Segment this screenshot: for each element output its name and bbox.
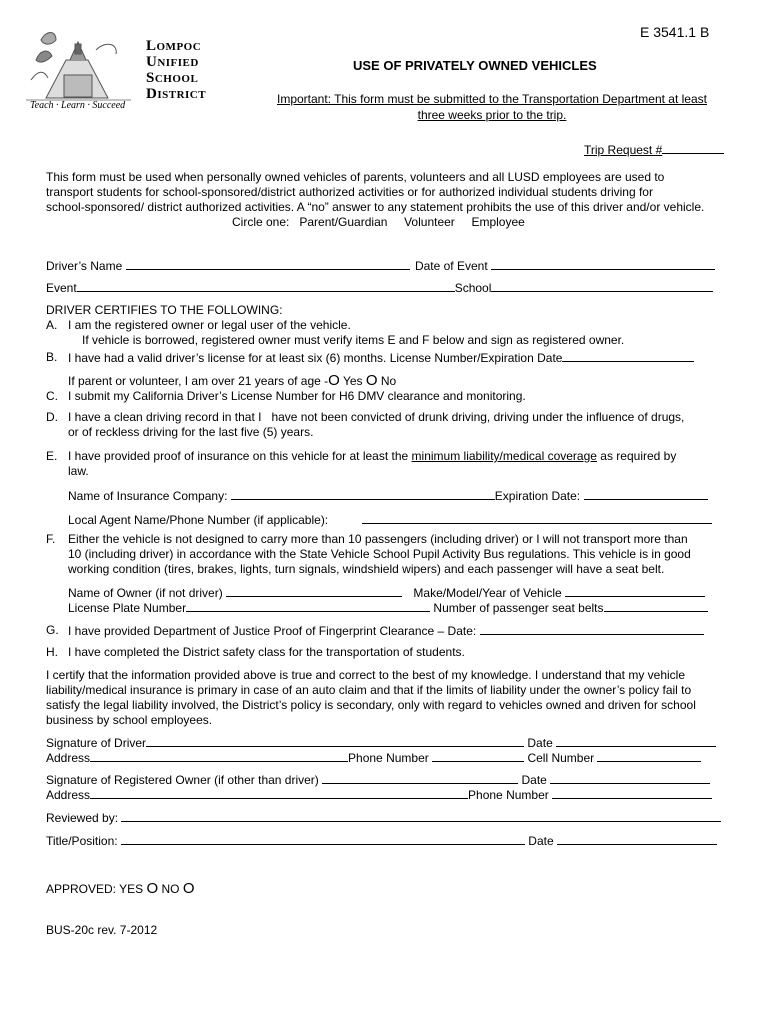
item-c-text: I submit my California Driver’s License Number for H6 DMV clearance and monitoring. xyxy=(68,389,526,403)
org-line3: School xyxy=(146,70,199,86)
important-notice-2: three weeks prior to the trip. xyxy=(417,108,567,122)
driver-address-label: Address xyxy=(46,751,91,765)
approved-no-label: NO xyxy=(161,882,180,896)
seat-belts-input[interactable] xyxy=(604,600,708,612)
reviewed-row xyxy=(46,810,721,825)
sig-owner-label: Signature of Registered Owner (if other than driver) xyxy=(46,773,319,787)
no-circle-icon[interactable]: O xyxy=(365,372,378,389)
org-name xyxy=(146,38,206,102)
item-e-text-pre: I have provided proof of insurance on this vehicle for at least the xyxy=(68,449,409,463)
owner-phone-input[interactable] xyxy=(552,787,712,799)
reviewed-label: Reviewed by: xyxy=(46,811,119,825)
title-date-label: Date xyxy=(528,834,554,848)
owner-phone-label: Phone Number xyxy=(468,788,549,802)
item-e-text-post: as required by xyxy=(600,449,677,463)
event-label: Event xyxy=(46,281,77,295)
org-line2: Unified xyxy=(146,54,199,70)
item-d-letter: D. xyxy=(46,410,58,424)
local-agent-row xyxy=(68,512,712,527)
driver-cell-input[interactable] xyxy=(597,750,701,762)
owner-row xyxy=(68,585,705,600)
sig-driver-input[interactable] xyxy=(146,735,524,747)
org-line1: Lompoc xyxy=(146,38,202,54)
make-model-label: Make/Model/Year of Vehicle xyxy=(413,586,562,600)
event-row xyxy=(46,280,713,295)
sig-driver-date-label: Date xyxy=(527,736,553,750)
item-e-text-2: law. xyxy=(68,464,89,478)
item-b-letter: B. xyxy=(46,350,58,364)
event-input[interactable] xyxy=(77,280,455,292)
logo-tagline: Teach · Learn · Succeed xyxy=(30,100,126,111)
owner-label: Name of Owner (if not driver) xyxy=(68,586,223,600)
item-e-text-underlined: minimum liability/medical coverage xyxy=(411,449,597,463)
yes-label: Yes xyxy=(342,374,363,388)
owner-address-label: Address xyxy=(46,788,91,802)
sig-owner-date-label: Date xyxy=(521,773,547,787)
insurance-company-input[interactable] xyxy=(231,488,495,500)
item-g-letter: G. xyxy=(46,623,59,637)
owner-signature-row xyxy=(46,772,710,787)
trip-request-label: Trip Request # xyxy=(584,143,663,157)
item-b-text: I have had a valid driver’s license for at least six (6) months. License Number/Expiration Date xyxy=(68,351,563,365)
school-input[interactable] xyxy=(491,280,713,292)
item-a-sub: If vehicle is borrowed, registered owner must verify items E and F below and sign as registered owner. xyxy=(82,333,625,347)
date-of-event-input[interactable] xyxy=(491,258,715,270)
owner-address-input[interactable] xyxy=(90,787,468,799)
certify-line-1: I certify that the information provided above is true and correct to the best of my knowledge. I understand that my vehicle xyxy=(46,668,686,682)
item-f-text-3: working condition (tires, brakes, lights, turn signals, windshield wipers) and each passenger will have a seat belt. xyxy=(68,562,665,576)
item-e-text-row xyxy=(68,449,676,463)
intro-line-2: transport students for school-sponsored/district authorized activities or for authorized individual students driving for xyxy=(46,185,653,199)
local-agent-input[interactable] xyxy=(362,512,712,524)
drivers-name-row xyxy=(46,258,715,273)
expiration-date-label: Expiration Date: xyxy=(494,489,581,503)
driver-cell-label: Cell Number xyxy=(527,751,595,765)
plate-input[interactable] xyxy=(186,600,430,612)
driver-address-input[interactable] xyxy=(90,750,348,762)
no-label: No xyxy=(380,374,397,388)
footer-code: BUS-20c rev. 7-2012 xyxy=(46,923,158,937)
item-b-row xyxy=(68,350,694,365)
form-code: E 3541.1 B xyxy=(640,24,710,40)
item-f-letter: F. xyxy=(46,532,56,546)
title-date-input[interactable] xyxy=(557,833,717,845)
fingerprint-date-input[interactable] xyxy=(480,623,704,635)
school-label: School xyxy=(454,281,492,295)
insurance-row xyxy=(68,488,708,503)
approved-yes-circle-icon[interactable]: O xyxy=(146,880,159,897)
item-e-letter: E. xyxy=(46,449,58,463)
title-position-input[interactable] xyxy=(121,833,525,845)
owner-address-row xyxy=(46,787,712,802)
item-f-text-1: Either the vehicle is not designed to carry more than 10 passengers (including driver) or I will not transport more than xyxy=(68,532,688,546)
item-h-text: I have completed the District safety class for the transportation of students. xyxy=(68,645,465,659)
item-f-text-2: 10 (including driver) in accordance with the State Vehicle School Pupil Activity Bus regulations. This vehicle is in good xyxy=(68,547,691,561)
reviewed-input[interactable] xyxy=(121,810,721,822)
drivers-name-input[interactable] xyxy=(126,258,410,270)
sig-owner-input[interactable] xyxy=(322,772,518,784)
intro-line-3: school-sponsored/ district authorized activities. A “no” answer to any statement prohibits the use of this driver and/or vehicle. xyxy=(46,200,705,214)
driver-phone-input[interactable] xyxy=(432,750,524,762)
local-agent-label: Local Agent Name/Phone Number (if applicable): xyxy=(68,513,329,527)
certifies-heading: DRIVER CERTIFIES TO THE FOLLOWING: xyxy=(46,303,283,317)
circle-one-options[interactable]: Circle one: Parent/Guardian Volunteer Employee xyxy=(232,215,525,229)
item-d-text-1: I have a clean driving record in that I have not been convicted of drunk driving, driving under the influence of drugs, xyxy=(68,410,685,424)
approved-no-circle-icon[interactable]: O xyxy=(182,880,195,897)
make-model-input[interactable] xyxy=(565,585,705,597)
plate-row xyxy=(68,600,708,615)
important-notice-1: Important: This form must be submitted to the Transportation Department at least xyxy=(277,92,707,106)
item-a-text: I am the registered owner or legal user of the vehicle. xyxy=(68,318,351,332)
yes-circle-icon[interactable]: O xyxy=(328,372,340,389)
owner-input[interactable] xyxy=(226,585,402,597)
sig-owner-date-input[interactable] xyxy=(550,772,710,784)
approved-label: APPROVED: YES xyxy=(46,882,144,896)
org-line4: District xyxy=(146,86,207,102)
approved-row xyxy=(46,880,195,897)
item-b-sub-row xyxy=(68,372,396,389)
page-title: USE OF PRIVATELY OWNED VEHICLES xyxy=(353,58,597,73)
license-input[interactable] xyxy=(562,350,694,362)
certify-line-4: business by school employees. xyxy=(46,713,213,727)
sig-driver-date-input[interactable] xyxy=(556,735,716,747)
sig-driver-label: Signature of Driver xyxy=(46,736,147,750)
item-g-text: I have provided Department of Justice Proof of Fingerprint Clearance – Date: xyxy=(68,624,477,638)
certify-line-3: satisfy the legal liability involved, the District’s policy is secondary, only with regard to vehicles owned and driven for school xyxy=(46,698,696,712)
item-g-row xyxy=(68,623,704,638)
item-b-sub: If parent or volunteer, I am over 21 years of age - xyxy=(68,374,329,388)
title-position-row xyxy=(46,833,717,848)
item-c-letter: C. xyxy=(46,389,58,403)
certify-line-2: liability/medical insurance is primary in case of an auto claim and that if the limits of liability under the owner’s policy fail to xyxy=(46,683,692,697)
driver-signature-row xyxy=(46,735,716,750)
item-d-text-2: or of reckless driving for the last five (5) years. xyxy=(68,425,314,439)
expiration-date-input[interactable] xyxy=(584,488,708,500)
drivers-name-label: Driver’s Name xyxy=(46,259,123,273)
title-position-label: Title/Position: xyxy=(46,834,118,848)
plate-label: License Plate Number xyxy=(68,601,187,615)
insurance-company-label: Name of Insurance Company: xyxy=(68,489,228,503)
item-h-letter: H. xyxy=(46,645,58,659)
intro-line-1: This form must be used when personally owned vehicles of parents, volunteers and all LUSD employees are used to xyxy=(46,170,665,184)
driver-phone-label: Phone Number xyxy=(348,751,429,765)
driver-address-row xyxy=(46,750,701,765)
seat-belts-label: Number of passenger seat belts xyxy=(433,601,604,615)
date-of-event-label: Date of Event xyxy=(414,259,488,273)
item-a-letter: A. xyxy=(46,318,58,332)
trip-request-field[interactable] xyxy=(584,142,724,157)
